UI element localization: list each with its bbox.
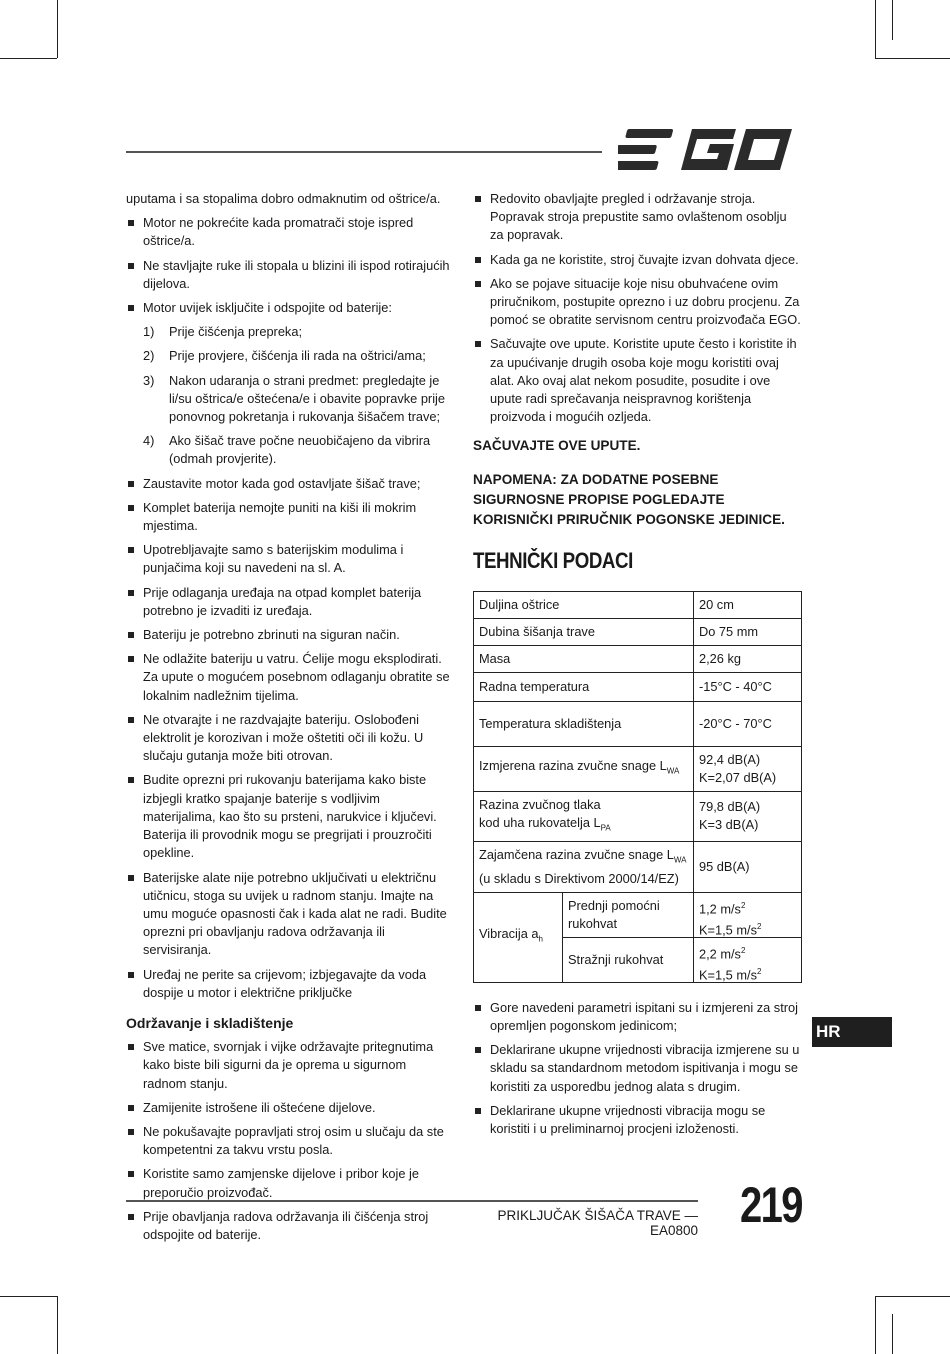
- value-text: K=1,5 m/s: [699, 967, 757, 983]
- item-text: Prije provjere, čišćenja ili rada na oštrici/ama;: [169, 348, 426, 364]
- label-text: kod uha rukovatelja L: [479, 814, 601, 830]
- label-text: Zajamčena razina zvučne snage L: [479, 847, 674, 863]
- table-cell: Temperatura skladištenja: [474, 701, 694, 746]
- subscript: PA: [600, 823, 611, 833]
- vibration-subtable: [474, 893, 693, 982]
- subscript: WA: [666, 766, 680, 776]
- table-row: [474, 892, 802, 982]
- table-cell: [694, 746, 802, 791]
- crop-mark: [892, 1314, 893, 1354]
- label-text: Izmjerena razina zvučne snage L: [479, 757, 667, 773]
- ego-logo: [618, 127, 800, 173]
- value-text: 92,4 dB(A): [699, 751, 761, 767]
- subscript: h: [538, 935, 543, 944]
- table-cell: [474, 893, 563, 982]
- table-row: [474, 842, 802, 893]
- superscript: 2: [740, 945, 746, 955]
- table-cell: [474, 791, 694, 842]
- crop-mark: [0, 58, 57, 59]
- table-row: [474, 645, 802, 672]
- crop-mark: [875, 0, 876, 58]
- value-text: K=2,07 dB(A): [699, 769, 777, 785]
- intro-text: uputama i sa stopalima dobro odmaknutim od oštrice/a.: [126, 191, 441, 206]
- item-number: 3): [143, 372, 155, 388]
- table-cell: [474, 842, 694, 893]
- table-row: [474, 672, 802, 701]
- value-text: 79,8 dB(A): [699, 799, 761, 815]
- list-item: Prije obavljanja radova održavanja ili čišćenja stroj odspojite od baterije.: [126, 1208, 450, 1244]
- list-item: Prije odlaganja uređaja na otpad komplet baterija potrebno je izvaditi iz uređaja.: [126, 584, 450, 620]
- list-item: Komplet baterija nemojte puniti na kiši ili mokrim mjestima.: [126, 499, 450, 535]
- crop-mark: [875, 1296, 950, 1297]
- save-notice: SAČUVAJTE OVE UPUTE.: [473, 438, 641, 454]
- list-item: Ne pokušavajte popravljati stroj osim u slučaju da ste kompetentni za takvu vrstu posla.: [126, 1123, 450, 1159]
- list-item: Budite oprezni pri rukovanju baterijama kako biste izbjegli kratko spajanje baterije s vodljivim materijalima, kao što su prsteni, narukvice i ključevi. Baterija ili provodnik mogu se pregrijati i prouzročiti opekline.: [126, 771, 450, 862]
- item-number: 4): [143, 433, 155, 449]
- crop-mark: [57, 1296, 58, 1354]
- spec-table: [473, 591, 802, 983]
- table-row: [474, 591, 802, 618]
- item-text: Prije čišćenja prepreka;: [169, 324, 303, 340]
- list-item: Baterijske alate nije potrebno uključivati u električnu utičnicu, stoga su uvijek u radnom stanju. Imajte na umu moguće opasnosti čak i kada alat ne radi. Budite oprezni pri obavljanju radova održavanja ili servisiranja.: [126, 869, 450, 960]
- list-item: Motor uvijek isključite i odspojite od baterije:: [126, 299, 450, 317]
- table-cell: -15°C - 40°C: [694, 672, 802, 701]
- list-item: Ne stavljajte ruke ili stopala u blizini ili ispod rotirajućih dijelova.: [126, 257, 450, 293]
- list-item: Bateriju je potrebno zbrinuti na siguran način.: [126, 626, 450, 644]
- table-cell: -20°C - 70°C: [694, 701, 802, 746]
- table-cell: [694, 791, 802, 842]
- table-row: [474, 746, 802, 791]
- item-number: 2): [143, 348, 155, 364]
- table-cell: Duljina oštrice: [474, 591, 694, 618]
- table-cell: [474, 892, 694, 982]
- value-text: 2,2 m/s: [699, 946, 741, 961]
- list-item: Ne otvarajte i ne razdvajajte bateriju. Oslobođeni elektrolit je korozivan i može oštetiti oči ili kožu. U slučaju gutanja može biti otrovan.: [126, 711, 450, 766]
- superscript: 2: [740, 900, 746, 910]
- list-item: Zaustavite motor kada god ostavljate šišač trave;: [126, 475, 450, 493]
- item-text: Nakon udaranja o strani predmet: pregledajte je li/su oštrica/e oštećena/e i obavite popravke prije ponovnog pokretanja i rukovanja šišačem trave;: [169, 372, 445, 425]
- label-text: (u skladu s Direktivom 2000/14/EZ): [479, 870, 679, 886]
- list-item: Redovito obavljajte pregled i održavanje stroja. Popravak stroja prepustite samo ovlaštenom osoblju za popravak.: [473, 190, 803, 245]
- numbered-item: [126, 347, 450, 365]
- list-item: Ako se pojave situacije koje nisu obuhvaćene ovim priručnikom, postupite oprezno i uz dobru procjenu. Za pomoć se obratite servisnom centru proizvođača EGO.: [473, 275, 803, 330]
- numbered-item: [126, 372, 450, 427]
- subscript: WA: [673, 855, 687, 865]
- numbered-item: [126, 432, 450, 468]
- footer-rule: [126, 1200, 698, 1202]
- list-item: Ne odlažite bateriju u vatru. Ćelije mogu eksplodirati. Za upute o mogućem posebnom odlaganju obratite se lokalnim nadležnim tijelima.: [126, 650, 450, 705]
- vibration-value: [694, 893, 801, 938]
- list-item: Kada ga ne koristite, stroj čuvajte izvan dohvata djece.: [473, 251, 803, 269]
- table-cell: Radna temperatura: [474, 672, 694, 701]
- crop-mark: [57, 0, 58, 58]
- tech-data-heading: TEHNIČKI PODACI: [473, 548, 633, 574]
- section-heading: Održavanje i skladištenje: [126, 1014, 294, 1031]
- table-cell: [694, 892, 802, 982]
- superscript: 2: [756, 967, 762, 976]
- page-number: 219: [740, 1177, 802, 1233]
- list-item: Koristite samo zamjenske dijelove i pribor koje je preporučio proizvođač.: [126, 1165, 450, 1201]
- table-row: [474, 618, 802, 645]
- list-item: Uređaj ne perite sa crijevom; izbjegavajte da voda dospije u motor i električne priključke: [126, 966, 450, 1002]
- list-item: Deklarirane ukupne vrijednosti vibracija izmjerene su u skladu sa standardnom metodom ispitivanja i mogu se koristiti za usporedbu jednog alata s drugim.: [473, 1041, 803, 1096]
- table-cell: Prednji pomoćni rukohvat: [563, 893, 694, 938]
- right-column: [473, 190, 803, 1144]
- list-item: Upotrebljavajte samo s baterijskim modulima i punjačima koji su navedeni na sl. A.: [126, 541, 450, 577]
- table-cell: 95 dB(A): [694, 842, 802, 893]
- label-text: Razina zvučnog tlaka: [479, 796, 601, 812]
- header-rule: [126, 151, 602, 153]
- table-cell: Do 75 mm: [694, 618, 802, 645]
- crop-mark: [0, 1296, 57, 1297]
- list-item: Gore navedeni parametri ispitani su i izmjereni za stroj opremljen pogonskom jedinicom;: [473, 999, 803, 1035]
- table-row: [474, 791, 802, 842]
- list-item: Deklarirane ukupne vrijednosti vibracija mogu se koristiti i u preliminarnoj procjeni izloženosti.: [473, 1102, 803, 1138]
- list-item: Zamijenite istrošene ili oštećene dijelove.: [126, 1099, 450, 1117]
- table-cell: 2,26 kg: [694, 645, 802, 672]
- numbered-item: [126, 323, 450, 341]
- note-notice: NAPOMENA: ZA DODATNE POSEBNE SIGURNOSNE PROPISE POGLEDAJTE KORISNIČKI PRIRUČNIK POGONSKE JEDINICE.: [473, 472, 785, 528]
- item-text: Ako šišač trave počne neuobičajeno da vibrira (odmah provjerite).: [169, 433, 431, 467]
- table-cell: [474, 746, 694, 791]
- table-cell: Dubina šišanja trave: [474, 618, 694, 645]
- list-item: Sve matice, svornjak i vijke održavajte pritegnutima kako biste bili sigurni da je oprema u sigurnom radnom stanju.: [126, 1038, 450, 1093]
- value-text: K=1,5 m/s: [699, 922, 757, 938]
- table-cell: 20 cm: [694, 591, 802, 618]
- item-number: 1): [143, 324, 155, 340]
- value-text: 1,2 m/s: [699, 901, 741, 916]
- table-cell: Masa: [474, 645, 694, 672]
- list-item: Sačuvajte ove upute. Koristite upute često i koristite ih za upućivanje drugih osoba koje mogu koristiti ovaj alat. Ako ovaj alat nekom posudite, posudite i ove upute radi sprečavanja neispravnog korištenja proizvoda i mogućih ozljeda.: [473, 335, 803, 426]
- footer-title: PRIKLJUČAK ŠIŠAČA TRAVE — EA0800: [497, 1208, 698, 1238]
- left-column: [126, 190, 450, 1250]
- value-text: K=3 dB(A): [699, 817, 759, 833]
- label-text: Vibracija a: [479, 926, 539, 942]
- language-tab: HR: [812, 1017, 892, 1047]
- table-cell: Stražnji rukohvat: [568, 951, 664, 967]
- table-row: [474, 701, 802, 746]
- crop-mark: [875, 1296, 876, 1354]
- vibration-value: [694, 938, 801, 982]
- crop-mark: [892, 0, 893, 40]
- list-item: Motor ne pokrećite kada promatrači stoje ispred oštrice/a.: [126, 214, 450, 250]
- superscript: 2: [756, 922, 762, 931]
- crop-mark: [875, 58, 950, 59]
